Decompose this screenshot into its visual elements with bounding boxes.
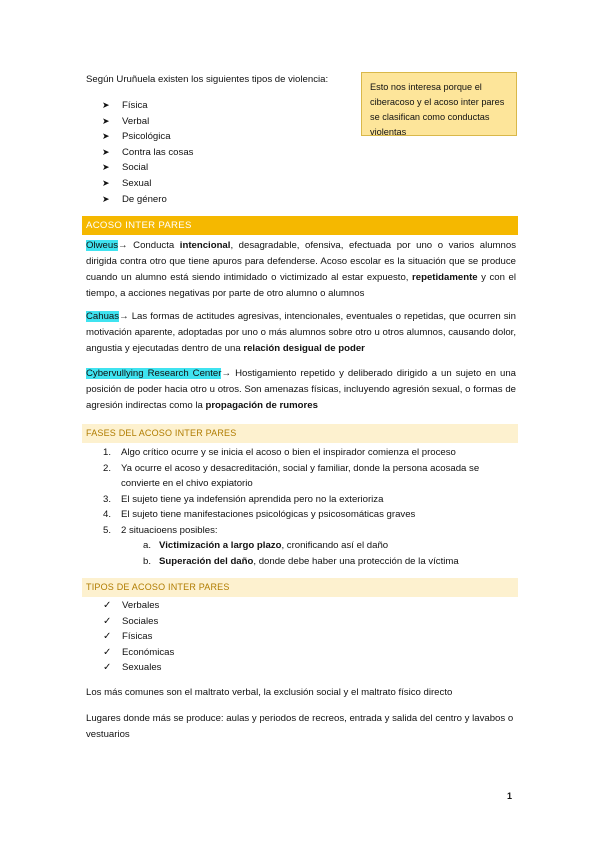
page-number: 1 bbox=[507, 791, 513, 801]
check-mark-icon: ✓ bbox=[103, 631, 112, 642]
arrow-icon: → bbox=[221, 368, 232, 379]
check-mark-icon: ✓ bbox=[103, 662, 112, 673]
section-heading-tipos: TIPOS DE ACOSO INTER PARES bbox=[82, 578, 518, 597]
list-item: ➤ Psicológica bbox=[102, 129, 193, 145]
arrow-icon: → bbox=[118, 240, 128, 251]
check-mark-icon: ✓ bbox=[103, 646, 112, 658]
arrowhead-bullet-icon: ➤ bbox=[102, 162, 110, 173]
arrowhead-bullet-icon: ➤ bbox=[102, 131, 110, 142]
arrowhead-bullet-icon: ➤ bbox=[102, 100, 110, 110]
list-item: ➤ Contra las cosas bbox=[102, 145, 193, 161]
cahuas-paragraph: Cahuas→ Las formas de actitudes agresivas, intencionales, eventuales o repetidas, que ocurren sin motivación aparente, adoptadas por uno o más alumnos sobre otro u otros alumnos, causando dolor, angustia y ejecutadas dentro de una relación desigual de poder bbox=[86, 311, 516, 354]
phases-list bbox=[103, 445, 518, 539]
bullying-types-list bbox=[103, 598, 174, 676]
section-heading-fases: FASES DEL ACOSO INTER PARES bbox=[82, 424, 518, 443]
arrowhead-bullet-icon: ➤ bbox=[102, 193, 110, 204]
violence-types-list bbox=[102, 98, 193, 207]
olweus-paragraph: Olweus→ Conducta intencional, desagradable, ofensiva, efectuada por uno o varios alumnos dirigida contra otro que tiene apuros para defenderse. Acoso escolar es la situación que se produce cuando un alumno está siendo intimidado o victimizado al estar expuesto, repetidamente y con el tiempo, a acciones negativas por parte de otro alumno o alumnos bbox=[86, 240, 517, 299]
list-item: ➤ Verbal bbox=[102, 114, 193, 130]
list-item: b. Superación del daño, donde debe haber una protección de la víctima bbox=[143, 555, 459, 567]
list-item: ✓ Sexuales bbox=[103, 660, 174, 676]
list-item: 1. Algo crítico ocurre y se inicia el acoso o bien el inspirador comienza el proceso bbox=[103, 447, 456, 458]
list-item: ➤ Física bbox=[102, 98, 193, 114]
list-item: ✓ Económicas bbox=[103, 645, 174, 661]
check-mark-icon: ✓ bbox=[103, 615, 112, 627]
list-item: ➤ Social bbox=[102, 160, 193, 176]
author-olweus: Olweus bbox=[86, 240, 118, 251]
list-item: 3. El sujeto tiene ya indefensión aprendida pero no la exterioriza bbox=[103, 493, 384, 505]
cyber-paragraph: Cybervullying Research Center→ Hostigamiento repetido y deliberado dirigido a un sujeto en una posición de poder hacia otro u otros. Son amenazas físicas, incluyendo agresión sexual, o formas de agresión indirectas como la propagación de rumores bbox=[86, 368, 516, 411]
note-box: Esto nos interesa porque el ciberacoso y el acoso inter pares se clasifican como conductas violentas bbox=[361, 72, 517, 136]
section-heading-acoso: ACOSO INTER PARES bbox=[82, 216, 518, 235]
author-cyber: Cybervullying Research Center bbox=[86, 368, 222, 379]
check-mark-icon: ✓ bbox=[103, 600, 112, 611]
list-item: ✓ Sociales bbox=[103, 614, 174, 630]
list-item: 4. El sujeto tiene manifestaciones psicológicas y psicosomáticas graves bbox=[103, 509, 416, 521]
list-item: ✓ Físicas bbox=[103, 629, 174, 645]
outcomes-list bbox=[143, 538, 459, 569]
places-text: Lugares donde más se produce: aulas y periodos de recreos, entrada y salida del centro y lavabos o vestuarios bbox=[86, 713, 514, 740]
arrow-icon: → bbox=[119, 311, 129, 322]
common-text: Los más comunes son el maltrato verbal, la exclusión social y el maltrato físico directo bbox=[86, 687, 453, 698]
arrowhead-bullet-icon: ➤ bbox=[102, 115, 110, 126]
list-item: ✓ Verbales bbox=[103, 598, 174, 614]
arrowhead-bullet-icon: ➤ bbox=[102, 177, 110, 188]
author-cahuas: Cahuas bbox=[86, 311, 120, 322]
list-item: a. Victimización a largo plazo, cronificando así el daño bbox=[143, 540, 389, 551]
arrowhead-bullet-icon: ➤ bbox=[102, 146, 110, 157]
intro-text: Según Uruñuela existen los siguientes tipos de violencia: bbox=[86, 74, 329, 85]
list-item: 5. 2 situacioens posibles: bbox=[103, 524, 218, 536]
list-item: ➤ Sexual bbox=[102, 176, 193, 192]
list-item: ➤ De género bbox=[102, 192, 193, 208]
list-item: 2. Ya ocurre el acoso y desacreditación, social y familiar, donde la persona acosada se convierte en el chivo expiatorio bbox=[103, 462, 480, 490]
